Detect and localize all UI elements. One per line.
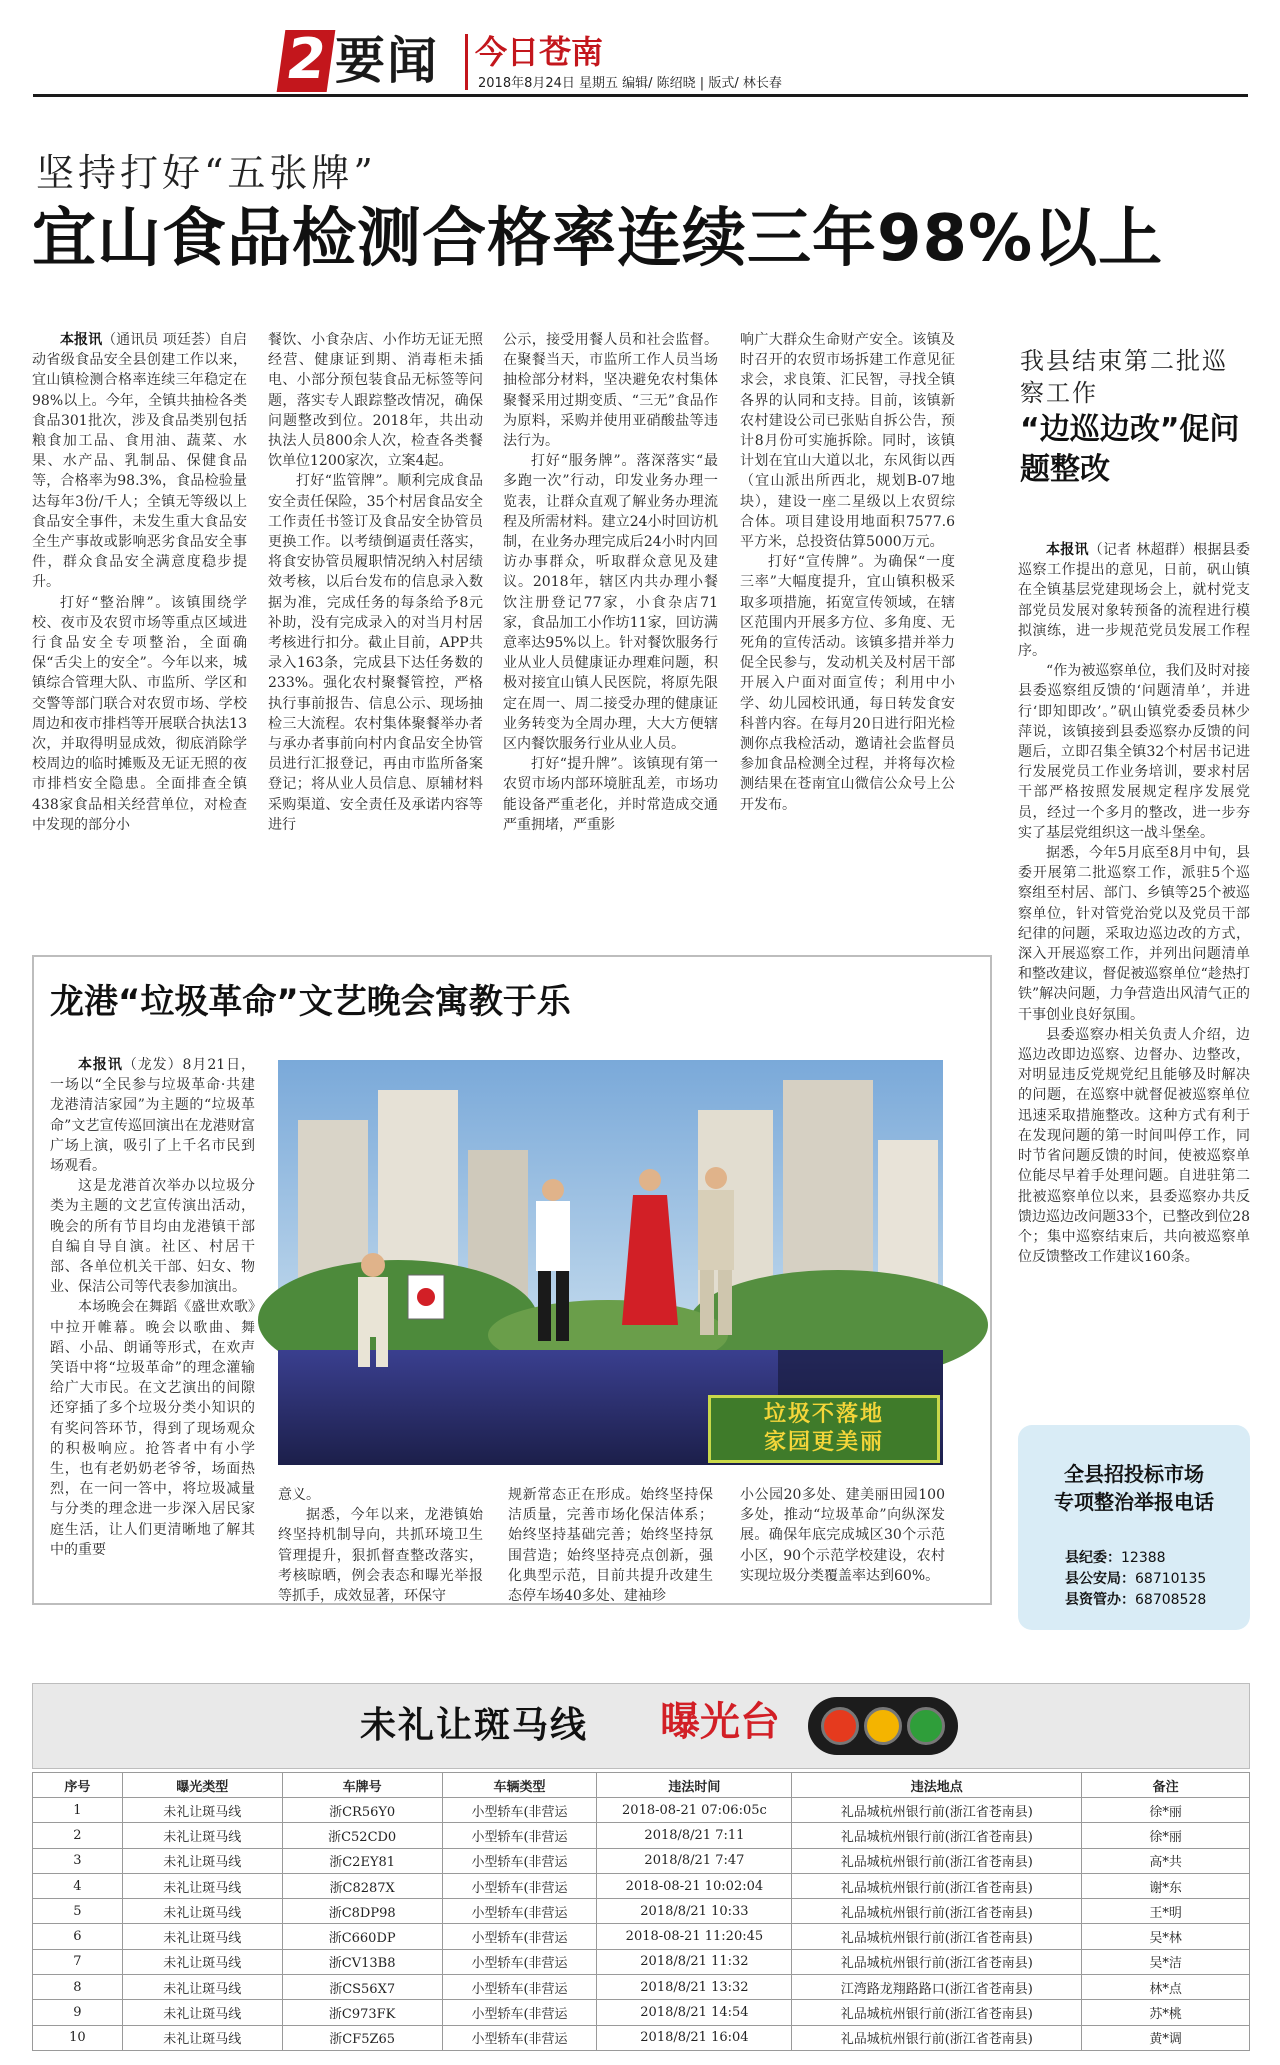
table-cell: 浙CF5Z65 — [282, 2025, 442, 2050]
masthead — [33, 28, 1248, 98]
table-cell: 2018/8/21 10:33 — [597, 1899, 792, 1924]
table-cell: 礼品城杭州银行前(浙江省苍南县) — [792, 1823, 1082, 1848]
table-cell: 浙C973FK — [282, 2000, 442, 2025]
table-cell: 未礼让斑马线 — [122, 1873, 282, 1898]
lead-paragraph: 打好“服务牌”。落深落实“最多跑一次”行动，印发业务办理一览表，让群众直观了解业务办理流程及所需材料。建立24小时回访机制，在业务办理完成后24小时内回访办事群众，听取群众意见及建议。2018年，辖区内共办理小餐饮注册登记77家，小食杂店71家，食品加工小作坊11家，回访满意率达95%以上。针对餐饮服务行业从业人员健康证办理难问题，积极对接宜山镇人民医院，将原先限定在周一、周二接受办理的健康证业务转变为全周办理，大大方便辖区内餐饮服务行业从业人员。 — [503, 453, 718, 753]
table-cell: 1 — [33, 1798, 123, 1823]
table-cell: 未礼让斑马线 — [122, 1848, 282, 1873]
lead-headline: 宜山食品检测合格率连续三年98%以上 — [32, 202, 1164, 276]
lead-column-4 — [740, 330, 955, 910]
page-number: 2 — [277, 30, 336, 92]
table-cell: 礼品城杭州银行前(浙江省苍南县) — [792, 2025, 1082, 2050]
table-cell: 浙C52CD0 — [282, 1823, 442, 1848]
feature-paragraph: 意义。 — [278, 1487, 320, 1503]
table-cell: 2018/8/21 11:32 — [597, 1949, 792, 1974]
table-cell: 未礼让斑马线 — [122, 1798, 282, 1823]
feature-paragraph: 小公园20多处、建美丽田园100多处，推动“垃圾革命”向纵深发展。确保年底完成城区30个示范小区，90个示范学校建设，农村实现垃圾分类覆盖率达到60%。 — [740, 1487, 945, 1584]
table-cell: 8 — [33, 1975, 123, 2000]
table-row — [33, 1848, 1250, 1873]
section-name: 要闻 — [335, 32, 439, 90]
slogan-board — [708, 1395, 940, 1463]
table-cell: 礼品城杭州银行前(浙江省苍南县) — [792, 1924, 1082, 1949]
column-header: 违法地点 — [792, 1773, 1082, 1798]
side-kicker: 我县结束第二批巡察工作 — [1020, 347, 1228, 407]
feature-paragraph: 据悉，今年以来，龙港镇始终坚持机制导向，共抓环境卫生管理提升，狠抓督查整改落实，考核晾晒，例会表态和曝光举报等抓手，成效显著，环保守 — [278, 1507, 483, 1605]
report-label: 县公安局： — [1065, 1571, 1135, 1587]
report-label: 县资管办： — [1065, 1592, 1135, 1608]
report-title-line-1: 全县招投标市场 — [1064, 1462, 1204, 1486]
report-title-line-2: 专项整治举报电话 — [1054, 1490, 1214, 1514]
table-cell: 5 — [33, 1899, 123, 1924]
table-row — [33, 1975, 1250, 2000]
table-cell: 吴*林 — [1082, 1924, 1250, 1949]
table-cell: 未礼让斑马线 — [122, 2000, 282, 2025]
table-cell: 10 — [33, 2025, 123, 2050]
side-byline-note: （记者 林超群） — [1088, 542, 1194, 558]
table-cell: 小型轿车(非营运 — [442, 1899, 597, 1924]
lead-paragraph: 餐饮、小食杂店、小作坊无证无照经营、健康证到期、消毒柜未插电、小部分预包装食品无标签等问题，落实专人跟踪整改情况，确保问题整改到位。2018年，共出动执法人员800余人次，检查各类餐饮单位1200家次，立案4起。 — [268, 332, 483, 470]
exposure-header — [32, 1683, 1250, 1769]
table-cell: 2018/8/21 13:32 — [597, 1975, 792, 2000]
table-cell: 未礼让斑马线 — [122, 2025, 282, 2050]
table-cell: 小型轿车(非营运 — [442, 1848, 597, 1873]
table-cell: 苏*桃 — [1082, 2000, 1250, 2025]
lead-byline: 本报讯 — [60, 332, 103, 348]
table-cell: 2018-08-21 07:06:05c — [597, 1798, 792, 1823]
report-number: 68710135 — [1135, 1571, 1207, 1587]
issue-info: 2018年8月24日 星期五 编辑/ 陈绍晓 | 版式/ 林长春 — [478, 76, 782, 91]
table-cell: 小型轿车(非营运 — [442, 1975, 597, 2000]
exposure-table — [32, 1772, 1250, 2051]
table-cell: 礼品城杭州银行前(浙江省苍南县) — [792, 1899, 1082, 1924]
table-row — [33, 1873, 1250, 1898]
table-cell: 江湾路龙翔路路口(浙江省苍南县) — [792, 1975, 1082, 2000]
table-cell: 2018-08-21 11:20:45 — [597, 1924, 792, 1949]
table-cell: 2 — [33, 1823, 123, 1848]
red-lamp-icon — [821, 1707, 859, 1745]
table-cell: 2018/8/21 7:47 — [597, 1848, 792, 1873]
lead-paragraph: 响广大群众生命财产安全。该镇及时召开的农贸市场拆建工作意见征求会，求良策、汇民智，寻找全镇各界的认同和支持。目前，该镇新农村建设公司已张贴自拆公告，预计8月份可实施拆除。同时，该镇计划在宜山大道以北，东风街以西（宜山派出所西北，规划B-07地块），建设一座二星级以上农贸综合体。项目建设用地面积7577.6平方米，总投资估算5000万元。 — [740, 332, 955, 551]
report-numbers — [1065, 1548, 1245, 1611]
table-cell: 未礼让斑马线 — [122, 1823, 282, 1848]
lead-byline-note: （通讯员 项廷荟） — [102, 332, 219, 348]
table-row — [33, 1823, 1250, 1848]
feature-paragraph: 这是龙港首次举办以垃圾分类为主题的文艺宣传演出活动，晚会的所有节目均由龙港镇干部自编自导自演。社区、村居干部、各单位机关干部、妇女、物业、保洁公司等代表参加演出。 — [50, 1178, 255, 1296]
table-cell: 徐*丽 — [1082, 1798, 1250, 1823]
table-cell: 礼品城杭州银行前(浙江省苍南县) — [792, 1949, 1082, 1974]
lead-paragraph: 打好“整治牌”。该镇围绕学校、夜市及农贸市场等重点区域进行食品安全专项整治，全面确保“舌尖上的安全”。今年以来，城镇综合管理大队、市监所、学区和交警等部门联合对农贸市场、学校周边和夜市排档等开展联合执法13次，并取得明显成效，彻底消除学校周边的临时摊贩及无证无照的夜市排档安全隐患。全面排查全镇438家食品相关经营单位，对检查中发现的部分小 — [32, 594, 247, 833]
exposure-title: 未礼让斑马线 — [360, 1705, 589, 1746]
table-cell: 2018/8/21 7:11 — [597, 1823, 792, 1848]
lead-kicker: 坚持打好“五张牌” — [36, 151, 377, 195]
table-cell: 浙CR56Y0 — [282, 1798, 442, 1823]
traffic-light-icon — [808, 1697, 958, 1755]
table-row — [33, 1949, 1250, 1974]
table-cell: 未礼让斑马线 — [122, 1924, 282, 1949]
feature-byline: 本报讯 — [78, 1057, 123, 1073]
feature-column-2 — [278, 1485, 483, 1605]
table-cell: 浙CS56X7 — [282, 1975, 442, 2000]
table-row — [33, 2025, 1250, 2050]
table-row — [33, 1899, 1250, 1924]
masthead-divider — [465, 34, 468, 90]
column-header: 备注 — [1082, 1773, 1250, 1798]
table-cell: 王*明 — [1082, 1899, 1250, 1924]
paper-name: 今日苍南 — [475, 33, 604, 71]
feature-column-4 — [740, 1485, 945, 1585]
side-paragraph: “作为被巡察单位，我们及时对接县委巡察组反馈的‘问题清单’，并进行‘即知即改’。”矾山镇党委委员林少萍说，该镇接到县委巡察办反馈的问题后，立即召集全镇32个村居书记进行发展党员工作业务培训，要求村居干部严格按照发展规定程序发展党员，经过一个多月的整改，进一步夯实了基层党组织这一战斗堡垒。 — [1018, 663, 1250, 841]
table-cell: 小型轿车(非营运 — [442, 1949, 597, 1974]
table-row — [33, 2000, 1250, 2025]
side-headline: “边巡边改”促问题整改 — [1020, 412, 1240, 487]
table-cell: 小型轿车(非营运 — [442, 1873, 597, 1898]
lead-paragraph: 打好“宣传牌”。为确保“一度三率”大幅度提升，宜山镇积极采取多项措施，拓宽宣传领域，在辖区范围内开展多方位、多角度、无死角的宣传活动。该镇多措并举力促全民参与，发动机关及村居干部开展入户面对面宣传；利用中小学、幼儿园校讯通，每日转发食安科普内容。在每月20日进行阳光检测你点我检活动，邀请社会监督员参加食品检测全过程，并将每次检测结果在苍南宜山微信公众号上公开发布。 — [740, 554, 955, 813]
table-cell: 未礼让斑马线 — [122, 1899, 282, 1924]
table-cell: 礼品城杭州银行前(浙江省苍南县) — [792, 2000, 1082, 2025]
feature-column-3 — [508, 1485, 713, 1605]
lead-column-1 — [32, 330, 247, 910]
report-number: 68708528 — [1135, 1592, 1207, 1608]
report-line — [1065, 1590, 1245, 1611]
column-header: 车辆类型 — [442, 1773, 597, 1798]
feature-paragraph: 本场晚会在舞蹈《盛世欢歌》中拉开帷幕。晚会以歌曲、舞蹈、小品、朗诵等形式，在欢声笑语中将“垃圾革命”的理念灌输给广大市民。在文艺演出的间隙还穿插了多个垃圾分类小知识的有奖问答环节，得到了现场观众的积极响应。抢答者中有小学生，也有老奶奶老爷爷，场面热烈，在一问一答中，将垃圾减量与分类的理念进一步深入居民家庭生活，让人们更清晰地了解其中的重要 — [50, 1299, 255, 1558]
table-cell: 徐*丽 — [1082, 1823, 1250, 1848]
table-cell: 未礼让斑马线 — [122, 1975, 282, 2000]
lead-column-2 — [268, 330, 483, 910]
table-cell: 高*共 — [1082, 1848, 1250, 1873]
table-cell: 2018/8/21 16:04 — [597, 2025, 792, 2050]
table-cell: 浙C660DP — [282, 1924, 442, 1949]
table-row — [33, 1798, 1250, 1823]
table-cell: 林*点 — [1082, 1975, 1250, 2000]
table-cell: 6 — [33, 1924, 123, 1949]
table-cell: 黄*调 — [1082, 2025, 1250, 2050]
lead-paragraph: 自启动省级食品安全县创建工作以来，宜山镇检测合格率连续三年稳定在98%以上。今年，全镇共抽检各类食品301批次，涉及食品类别包括粮食加工品、食用油、蔬菜、水果、水产品、乳制品、保健食品等，合格率为98.3%，食品检验量达每年3份/千人；全镇无等级以上食品安全事件，未发生重大食品安全生产事故或影响恶劣食品安全事件，群众食品安全满意度稳步提升。 — [32, 332, 248, 591]
table-cell: 2018/8/21 14:54 — [597, 2000, 792, 2025]
feature-paragraph: 规新常态正在形成。始终坚持保洁质量，完善市场化保洁体系；始终坚持基础完善；始终坚持氛围营造；始终坚持亮点创新，强化典型示范，目前共提升改建生态停车场40多处、建袖珍 — [508, 1487, 713, 1605]
exposure-tag: 曝光台 — [660, 1698, 780, 1745]
table-cell: 浙C8DP98 — [282, 1899, 442, 1924]
slogan-line-2: 家园更美丽 — [763, 1430, 884, 1455]
slogan-line-1: 垃圾不落地 — [763, 1402, 884, 1427]
lead-paragraph: 打好“提升牌”。该镇现有第一农贸市场内部环境脏乱差，市场功能设备严重老化，并时常造成交通严重拥堵，严重影 — [503, 756, 718, 833]
table-cell: 小型轿车(非营运 — [442, 1823, 597, 1848]
side-paragraph: 根据县委巡察工作提出的意见，日前，矾山镇在全镇基层党建现场会上，就村党支部党员发展对象转预备的流程进行模拟演练，进一步规范党员发展工作程序。 — [1018, 542, 1251, 660]
table-cell: 3 — [33, 1848, 123, 1873]
lead-paragraph: 打好“监管牌”。顺利完成食品安全责任保险，35个村居食品安全工作责任书签订及食品安全协管员更换工作。以考绩倒逼责任落实，将食安协管员履职情况纳入村居绩效考核，以后台发布的信息录入数据为准，完成任务的每条给予8元补助，没有完成录入的对当月村居考核进行扣分。截止目前，APP共录入163条，完成县下达任务数的233%。强化农村聚餐管控，严格执行事前报告、信息公示、现场抽检三大流程。农村集体聚餐举办者与承办者事前向村内食品安全协管员进行汇报登记，再由市监所备案登记；将从业人员信息、原辅材料采购渠道、安全责任及承诺内容等进行 — [268, 473, 483, 833]
table-cell: 小型轿车(非营运 — [442, 2025, 597, 2050]
table-cell: 礼品城杭州银行前(浙江省苍南县) — [792, 1848, 1082, 1873]
report-number: 12388 — [1121, 1550, 1166, 1566]
table-cell: 2018-08-21 10:02:04 — [597, 1873, 792, 1898]
column-header: 车牌号 — [282, 1773, 442, 1798]
table-cell: 吴*洁 — [1082, 1949, 1250, 1974]
yellow-lamp-icon — [864, 1707, 902, 1745]
table-cell: 浙CV13B8 — [282, 1949, 442, 1974]
feature-column-1 — [50, 1055, 255, 1590]
exposure-table-body — [33, 1798, 1250, 2051]
lead-column-3 — [503, 330, 718, 910]
feature-byline-note: （龙发） — [122, 1057, 183, 1073]
column-header: 序号 — [33, 1773, 123, 1798]
column-header: 违法时间 — [597, 1773, 792, 1798]
table-cell: 浙C8287X — [282, 1873, 442, 1898]
table-cell: 未礼让斑马线 — [122, 1949, 282, 1974]
column-header: 曝光类型 — [122, 1773, 282, 1798]
lead-paragraph: 公示，接受用餐人员和社会监督。在聚餐当天，市监所工作人员当场抽检部分材料，坚决避免农村集体聚餐采用过期变质、“三无”食品作为原料，采购并使用亚硝酸盐等违法行为。 — [503, 332, 718, 450]
table-cell: 小型轿车(非营运 — [442, 2000, 597, 2025]
feature-paragraph: 8月21日，一场以“全民参与垃圾革命·共建龙港清洁家园”为主题的“垃圾革命”文艺宣传巡回演出在龙港财富广场上演，吸引了上千名市民到场观看。 — [50, 1057, 256, 1175]
side-paragraph: 县委巡察办相关负责人介绍，边巡边改即边巡察、边督办、边整改，对明显违反党规党纪且能够及时解决的问题，在巡察中就督促被巡察单位迅速采取措施整改。这种方式有利于在发现问题的第一时间叫停工作，同时节省问题反馈的时间，使被巡察单位能尽早着手处理问题。自进驻第二批被巡察单位以来，县委巡察办共反馈边巡边改问题33个，已整改到位28个；集中巡察结束后，共向被巡察单位反馈整改工作建议160条。 — [1018, 1026, 1250, 1266]
table-cell: 浙C2EY81 — [282, 1848, 442, 1873]
report-line — [1065, 1548, 1245, 1569]
table-cell: 小型轿车(非营运 — [442, 1924, 597, 1949]
table-cell: 谢*东 — [1082, 1873, 1250, 1898]
report-label: 县纪委： — [1065, 1550, 1121, 1566]
table-cell: 9 — [33, 2000, 123, 2025]
feature-headline: 龙港“垃圾革命”文艺晚会寓教于乐 — [50, 982, 571, 1022]
side-paragraph: 据悉，今年5月底至8月中旬，县委开展第二批巡察工作，派驻5个巡察组至村居、部门、乡镇等25个被巡察单位，针对管党治党以及党员干部纪律的问题，采取边巡边改的方式，深入开展巡察工作，并列出问题清单和整改建议，督促被巡察单位“趁热打铁”解决问题，力争营造出风清气正的干事创业良好氛围。 — [1018, 845, 1250, 1023]
masthead-rule — [33, 94, 1248, 97]
side-byline: 本报讯 — [1046, 542, 1089, 558]
table-cell: 礼品城杭州银行前(浙江省苍南县) — [792, 1798, 1082, 1823]
report-title — [1018, 1460, 1250, 1516]
green-lamp-icon — [907, 1707, 945, 1745]
table-header-row — [33, 1773, 1250, 1798]
side-column — [1018, 540, 1250, 1480]
table-cell: 7 — [33, 1949, 123, 1974]
table-cell: 礼品城杭州银行前(浙江省苍南县) — [792, 1873, 1082, 1898]
table-cell: 小型轿车(非营运 — [442, 1798, 597, 1823]
table-row — [33, 1924, 1250, 1949]
table-cell: 4 — [33, 1873, 123, 1898]
report-line — [1065, 1569, 1245, 1590]
